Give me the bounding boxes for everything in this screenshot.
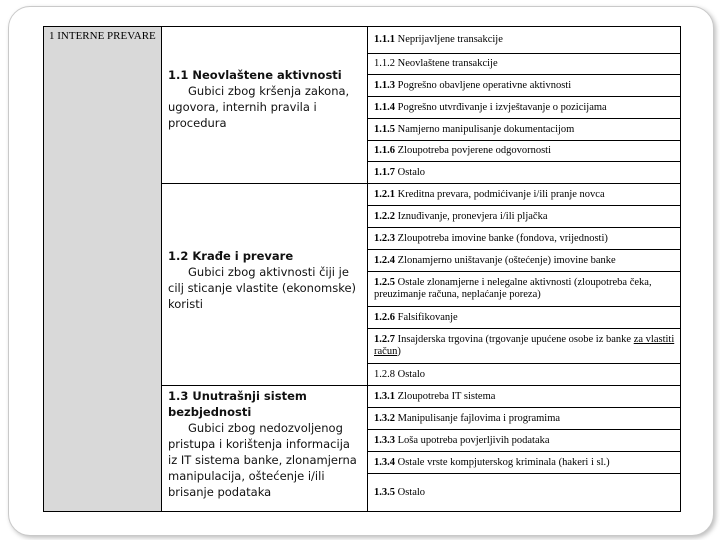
item-text: Ostalo [397,368,426,380]
list-item [368,54,681,75]
item-text: Neprijavljene transakcije [397,34,503,45]
item-code: 1.1.2 [374,58,395,69]
item-code: 1.1.7 [374,166,395,178]
item-text: Ostale vrste kompjuterskog kriminala (hakeri i sl.) [397,456,610,468]
table-row [44,27,681,54]
item-text: Kreditna prevara, podmićivanje i/ili pranje novca [397,188,605,200]
item-text: Zloupotreba imovine banke (fondova, vrijednosti) [397,232,608,244]
list-item [368,184,681,206]
item-text: Ostale zlonamjerne i nelegalne aktivnosti (zloupotreba čeka, preuzimanje računa, neplaćanje poreza) [374,277,652,300]
list-item [368,75,681,97]
list-item [368,386,681,408]
item-text: Namjerno manipulisanje dokumentacijom [397,123,575,135]
list-item [368,430,681,452]
item-code: 1.1.1 [374,34,395,45]
category-cell [44,27,162,512]
risk-category-table [43,26,681,512]
item-code: 1.3.4 [374,456,395,468]
item-text-end: ) [397,346,401,357]
category-label: 1 INTERNE PREVARE [49,30,156,42]
item-text: Ostalo [397,166,426,178]
group-title: 1.2 Krađe i prevare [168,249,294,263]
group-cell-1-2 [162,184,368,386]
item-code: 1.2.8 [374,368,395,380]
group-cell-1-1 [162,27,368,184]
item-text: Zloupotreba povjerene odgovornosti [397,145,552,156]
item-text-underlined: za vlastiti račun [374,334,675,357]
item-code: 1.2.7 [374,334,395,345]
item-code: 1.1.4 [374,101,395,113]
item-code: 1.2.5 [374,277,395,288]
list-item [368,329,681,364]
item-code: 1.3.3 [374,434,395,446]
group-description: Gubici zbog aktivnosti čiji je cilj sticanje vlastite (ekonomske) koristi [168,265,357,311]
item-code: 1.1.6 [374,145,395,156]
item-code: 1.1.5 [374,123,395,135]
item-text: Iznuđivanje, pronevjera i/ili pljačka [397,210,548,222]
group-title: 1.3 Unutrašnji sistem bezbjednosti [168,389,307,419]
item-code: 1.3.1 [374,390,395,402]
item-text: Ostalo [397,486,426,498]
item-text: Manipulisanje fajlovima i programima [397,412,561,424]
list-item [368,27,681,54]
group-description: Gubici zbog kršenja zakona, ugovora, internih pravila i procedura [168,84,350,130]
group-cell-1-3 [162,386,368,512]
item-text: Pogrešno obavljene operativne aktivnosti [397,79,572,91]
item-text: Insajderska trgovina (trgovanje upućene osobe iz banke [397,334,634,345]
item-text: Loša upotreba povjerljivih podataka [397,434,550,446]
list-item [368,141,681,162]
item-text: Neovlaštene transakcije [397,58,498,69]
item-code: 1.2.1 [374,188,395,200]
item-code: 1.2.3 [374,232,395,244]
group-title: 1.1 Neovlaštene aktivnosti [168,68,342,82]
list-item [368,206,681,228]
item-code: 1.2.6 [374,311,395,323]
list-item [368,162,681,184]
item-text: Zlonamjerno uništavanje (oštećenje) imovine banke [397,254,616,266]
item-code: 1.2.4 [374,254,395,266]
list-item [368,364,681,386]
list-item [368,408,681,430]
list-item [368,119,681,141]
list-item [368,97,681,119]
item-text: Zloupotreba IT sistema [397,390,496,402]
list-item [368,250,681,272]
item-code: 1.3.2 [374,412,395,424]
item-code: 1.3.5 [374,486,395,498]
list-item [368,307,681,329]
item-text: Pogrešno utvrđivanje i izvještavanje o pozicijama [397,101,607,113]
list-item [368,228,681,250]
item-code: 1.1.3 [374,79,395,91]
group-description: Gubici zbog nedozvoljenog pristupa i korištenja informacija iz IT sistema banke, zlonamjerna manipulacija, oštećenje i/ili brisanje podataka [168,421,357,499]
item-code: 1.2.2 [374,210,395,222]
list-item [368,272,681,307]
list-item [368,474,681,512]
list-item [368,452,681,474]
item-text: Falsifikovanje [397,311,458,323]
